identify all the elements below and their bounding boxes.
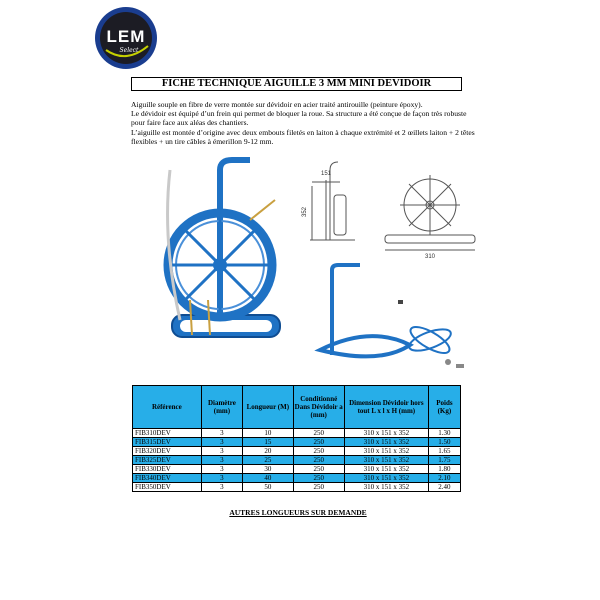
cell-length: 20 xyxy=(243,447,293,456)
logo-tagline: Select xyxy=(119,47,139,54)
cell-reference: FIB310DEV xyxy=(133,429,202,438)
cell-weight: 1.65 xyxy=(428,447,460,456)
reel-photo xyxy=(150,150,295,365)
footer-note: AUTRES LONGUEURS SUR DEMANDE xyxy=(229,508,367,517)
cell-diameter: 3 xyxy=(201,429,242,438)
cell-diameter: 3 xyxy=(201,447,242,456)
dim-height-label: 352 xyxy=(302,206,308,218)
cell-dimension: 310 x 151 x 352 xyxy=(344,438,428,447)
cell-dimension: 310 x 151 x 352 xyxy=(344,429,428,438)
cell-length: 40 xyxy=(243,474,293,483)
cell-dimension: 310 x 151 x 352 xyxy=(344,447,428,456)
table-row xyxy=(133,465,461,474)
cell-packaging: 250 xyxy=(293,447,344,456)
table-row xyxy=(133,483,461,492)
table-row xyxy=(133,447,461,456)
col-reference: Référence xyxy=(133,386,202,429)
description-line-2: Le dévidoir est équipé d’un frein qui permet de bloquer la roue. Sa structure a été conçue de façon très robuste pour faire face aux aléas des chantiers. xyxy=(131,109,467,128)
cell-length: 10 xyxy=(243,429,293,438)
dim-length-label: 310 xyxy=(424,254,436,260)
technical-drawings xyxy=(290,150,490,380)
cell-reference: FIB350DEV xyxy=(133,483,202,492)
cell-length: 50 xyxy=(243,483,293,492)
col-weight: Poids (Kg) xyxy=(428,386,460,429)
cell-reference: FIB340DEV xyxy=(133,474,202,483)
cell-dimension: 310 x 151 x 352 xyxy=(344,456,428,465)
cell-packaging: 250 xyxy=(293,483,344,492)
cell-dimension: 310 x 151 x 352 xyxy=(344,483,428,492)
product-description xyxy=(131,100,479,146)
description-line-3: L’aiguille est montée d’origine avec deux embouts filetés en laiton à chaque extrémité et 2 œillets laiton + 2 têtes flexibles + un tire câbles à émerillon 9-12 mm. xyxy=(131,127,475,146)
cell-dimension: 310 x 151 x 352 xyxy=(344,474,428,483)
cell-diameter: 3 xyxy=(201,474,242,483)
cell-weight: 2.10 xyxy=(428,474,460,483)
cell-reference: FIB325DEV xyxy=(133,456,202,465)
cell-diameter: 3 xyxy=(201,465,242,474)
cell-packaging: 250 xyxy=(293,474,344,483)
col-length: Longueur (M) xyxy=(243,386,293,429)
cell-packaging: 250 xyxy=(293,456,344,465)
cell-packaging: 250 xyxy=(293,429,344,438)
cell-diameter: 3 xyxy=(201,438,242,447)
col-diameter: Diamètre (mm) xyxy=(201,386,242,429)
spec-table xyxy=(132,385,461,492)
cell-packaging: 250 xyxy=(293,438,344,447)
cell-reference: FIB320DEV xyxy=(133,447,202,456)
cell-dimension: 310 x 151 x 352 xyxy=(344,465,428,474)
cell-packaging: 250 xyxy=(293,465,344,474)
cell-weight: 2.40 xyxy=(428,483,460,492)
table-row xyxy=(133,438,461,447)
cell-length: 30 xyxy=(243,465,293,474)
col-packaging: Conditionné Dans Dévidoir a (mm) xyxy=(293,386,344,429)
cell-length: 25 xyxy=(243,456,293,465)
cell-diameter: 3 xyxy=(201,483,242,492)
page-title: FICHE TECHNIQUE AIGUILLE 3 MM MINI DEVIDOIR xyxy=(131,77,462,91)
cell-weight: 1.75 xyxy=(428,456,460,465)
cell-weight: 1.50 xyxy=(428,438,460,447)
cell-reference: FIB315DEV xyxy=(133,438,202,447)
cell-weight: 1.30 xyxy=(428,429,460,438)
col-dimension: Dimension Dévidoir hors tout L x l x H (mm) xyxy=(344,386,428,429)
cell-length: 15 xyxy=(243,438,293,447)
cell-weight: 1.80 xyxy=(428,465,460,474)
table-row xyxy=(133,474,461,483)
dim-width-label: 151 xyxy=(320,171,332,177)
cell-diameter: 3 xyxy=(201,456,242,465)
table-row xyxy=(133,429,461,438)
lem-select-logo xyxy=(92,6,160,70)
cell-reference: FIB330DEV xyxy=(133,465,202,474)
table-header-row xyxy=(133,386,461,429)
logo-brand: LEM xyxy=(106,27,146,46)
description-line-1: Aiguille souple en fibre de verre montée sur dévidoir en acier traité antirouille (peinture époxy). xyxy=(131,100,423,109)
table-row xyxy=(133,456,461,465)
